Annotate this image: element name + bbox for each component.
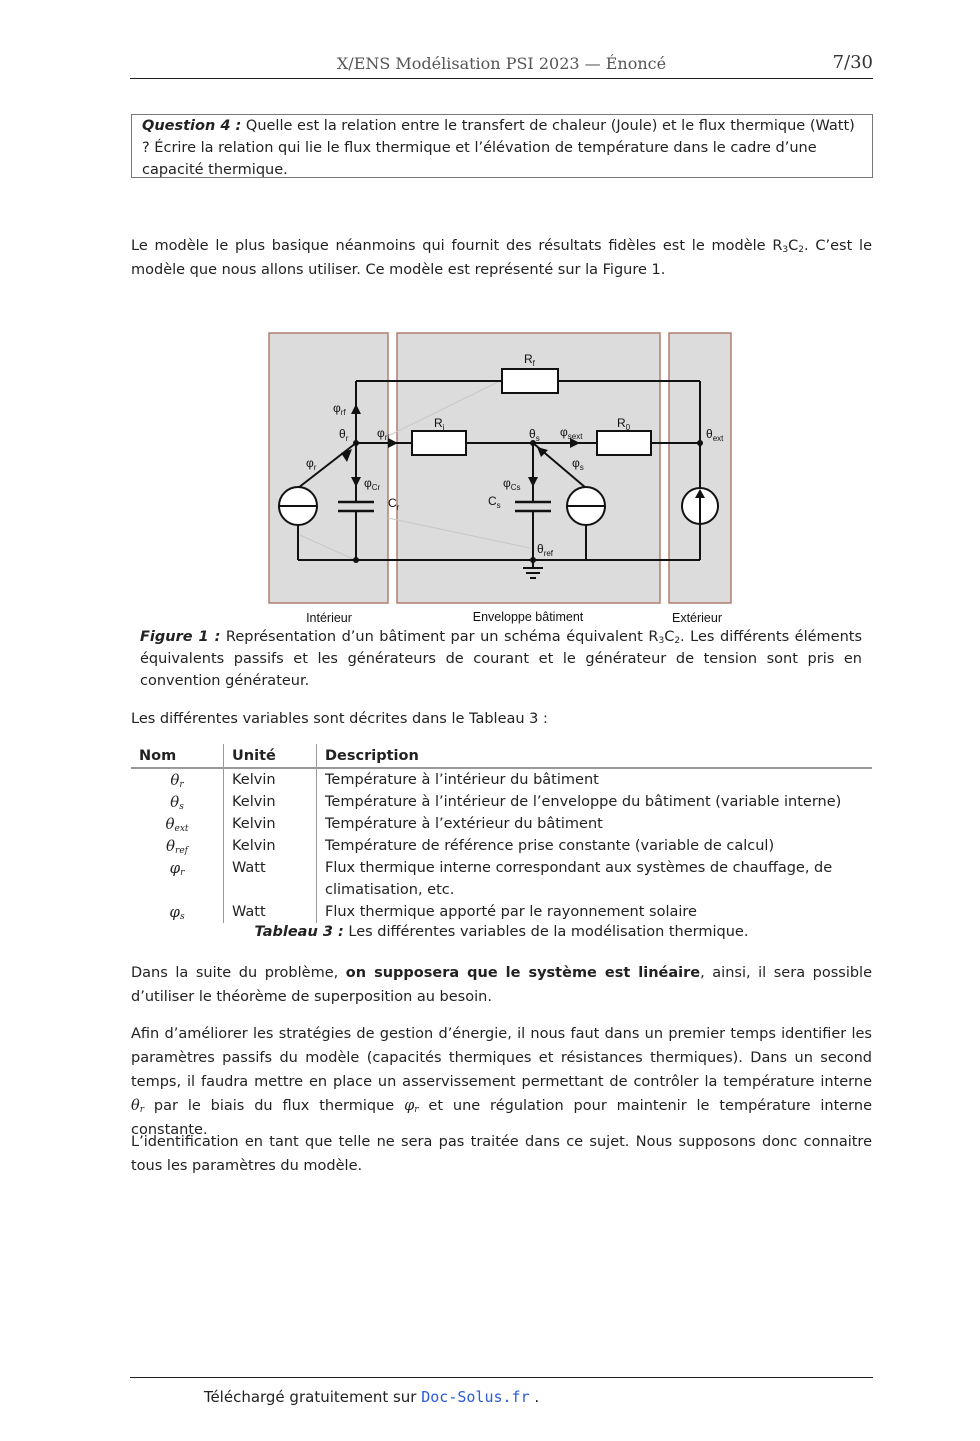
caption-sub-2: 2: [674, 636, 681, 646]
label-phi-r: $\varphi_r$: [306, 456, 317, 472]
linear-text-before: Dans la suite du problème,: [131, 965, 346, 981]
var-symbol: $\theta_{ext}$: [165, 815, 189, 834]
page-number: 7/30: [832, 52, 873, 73]
var-unit: Kelvin: [224, 791, 317, 813]
question-box: [131, 114, 873, 178]
label-r0: $R_0$: [617, 416, 631, 432]
linear-text-after: , ainsi, il sera possible d’utiliser le théorème de superposition au besoin.: [131, 965, 872, 1005]
figure-caption-label: Figure 1 :: [140, 629, 221, 645]
identification-paragraph: L’identification en tant que telle ne sera pas traitée dans ce sujet. Nous supposons donc connaitre tous les paramètres du modèle.: [131, 1134, 872, 1174]
circuit-figure: [262, 326, 740, 626]
label-phi-cs: $\varphi_{Cs}$: [503, 476, 521, 492]
label-cr: $C_r$: [388, 496, 400, 512]
var-description: Flux thermique interne correspondant aux systèmes de chauffage, de climatisation, etc.: [317, 857, 873, 901]
var-symbol: $\theta_r$: [170, 771, 184, 790]
footer-rule: [130, 1377, 873, 1378]
intro-paragraph: [131, 234, 872, 282]
table-intro: Les différentes variables sont décrites dans le Tableau 3 :: [131, 711, 548, 727]
variables-table: [131, 744, 872, 923]
label-phi-s: $\varphi_s$: [572, 456, 584, 472]
label-phi-rf: $\varphi_{rf}$: [333, 401, 346, 417]
intro-text-2: C: [788, 238, 799, 254]
caption-text-3: . Les différents éléments équivalents passifs et les générateurs de courant et le générateur de tension sont pris en convention générateur.: [140, 629, 863, 689]
strategy-text-2: par le biais du flux thermique: [144, 1098, 405, 1114]
linear-paragraph: [131, 961, 872, 1009]
var-unit: Watt: [224, 901, 317, 923]
page-header: [130, 52, 873, 79]
label-theta-r: $\theta_r$: [339, 427, 349, 443]
strategy-var-theta: $\theta_r$: [131, 1098, 145, 1115]
header-title: X/ENS Modélisation PSI 2023 — Énoncé: [336, 54, 667, 73]
figure-caption: [140, 626, 862, 692]
zone-label-exterior: Extérieur: [671, 611, 723, 625]
header-nom: Nom: [131, 744, 224, 768]
caption-text-1: Représentation d’un bâtiment par un schéma équivalent R: [220, 629, 659, 645]
table-row: [131, 835, 872, 857]
resistor-ri: [412, 431, 466, 455]
var-symbol: $\varphi_s$: [169, 903, 185, 922]
label-theta-ext: $\theta_{ext}$: [706, 427, 724, 443]
var-unit: Kelvin: [224, 813, 317, 835]
var-symbol: $\theta_{ref}$: [166, 837, 188, 856]
label-phi-ri: $\varphi_{ri}$: [377, 426, 390, 442]
table-caption: [131, 924, 872, 940]
label-phi-sext: $\varphi_{sext}$: [560, 425, 583, 441]
current-source-solar: [567, 487, 605, 525]
linear-text-bold: on supposera que le système est linéaire: [345, 965, 701, 981]
var-symbol: $\theta_s$: [170, 793, 184, 812]
footer-end: .: [529, 1388, 540, 1406]
label-ri: $R_i$: [434, 416, 445, 432]
strategy-paragraph: [131, 1022, 872, 1142]
strategy-text-1: Afin d’améliorer les stratégies de gestion d’énergie, il nous faut dans un premier temps identifier les paramètres passifs du modèle (capacités thermiques et résistances thermiques). Dans un second temps, il faudra mettre en place un asservissement permettant de contrôler la température interne: [131, 1026, 872, 1090]
var-symbol: $\varphi_r$: [169, 859, 185, 878]
table-caption-text: Les différentes variables de la modélisation thermique.: [343, 924, 749, 940]
var-description: Température à l’intérieur du bâtiment: [317, 768, 873, 791]
question-text: [142, 115, 862, 181]
label-theta-ref: $\theta_{ref}$: [537, 542, 554, 558]
var-description: Température à l’extérieur du bâtiment: [317, 813, 873, 835]
header-unite: Unité: [224, 744, 317, 768]
caption-text-2: C: [664, 629, 675, 645]
label-phi-cr: $\varphi_{Cr}$: [364, 476, 381, 492]
zone-label-envelope: Enveloppe bâtiment: [472, 610, 584, 624]
strategy-text-3: et une régulation pour maintenir le température interne constante.: [131, 1098, 872, 1138]
resistor-rf: [502, 369, 558, 393]
caption-sub-1: 3: [658, 636, 665, 646]
footer-link[interactable]: Doc-Solus.fr: [421, 1388, 530, 1406]
question-label: Question 4 :: [142, 118, 242, 134]
header-description: Description: [317, 744, 873, 768]
table-row: [131, 768, 872, 791]
resistor-r0: [597, 431, 651, 455]
voltage-source-exterior: [682, 488, 718, 524]
interior-zone: [269, 333, 388, 603]
var-description: Flux thermique apporté par le rayonnement solaire: [317, 901, 873, 923]
table-row: [131, 857, 872, 901]
current-source-interior: [279, 487, 317, 525]
label-cs: $C_s$: [488, 494, 501, 510]
var-unit: Kelvin: [224, 768, 317, 791]
intro-text-1: Le modèle le plus basique néanmoins qui fournit des résultats fidèles est le modèle R: [131, 238, 783, 254]
question-body: Quelle est la relation entre le transfert de chaleur (Joule) et le flux thermique (Watt) ? Écrire la relation qui lie le flux thermique et l’élévation de température dans le cadre d’une capacité thermique.: [142, 118, 855, 178]
table-row: [131, 813, 872, 835]
label-rf: $R_f$: [524, 352, 535, 368]
var-description: Température de référence prise constante (variable de calcul): [317, 835, 873, 857]
zone-label-interior: Intérieur: [306, 611, 352, 625]
table-caption-label: Tableau 3 :: [254, 924, 344, 940]
table-row: [131, 791, 872, 813]
label-theta-s: $\theta_s$: [529, 427, 540, 443]
strategy-var-phi: $\varphi_r$: [404, 1098, 419, 1115]
table-row: [131, 901, 872, 923]
page-footer: [0, 1388, 743, 1406]
table-header-row: [131, 744, 872, 768]
var-unit: Watt: [224, 857, 317, 901]
footer-text: Téléchargé gratuitement sur: [203, 1388, 422, 1406]
intro-sub-2: 2: [798, 245, 805, 255]
var-unit: Kelvin: [224, 835, 317, 857]
intro-sub-1: 3: [782, 245, 789, 255]
var-description: Température à l’intérieur de l’enveloppe du bâtiment (variable interne): [317, 791, 873, 813]
intro-text-3: . C’est le modèle que nous allons utiliser. Ce modèle est représenté sur la Figure 1.: [131, 238, 872, 278]
